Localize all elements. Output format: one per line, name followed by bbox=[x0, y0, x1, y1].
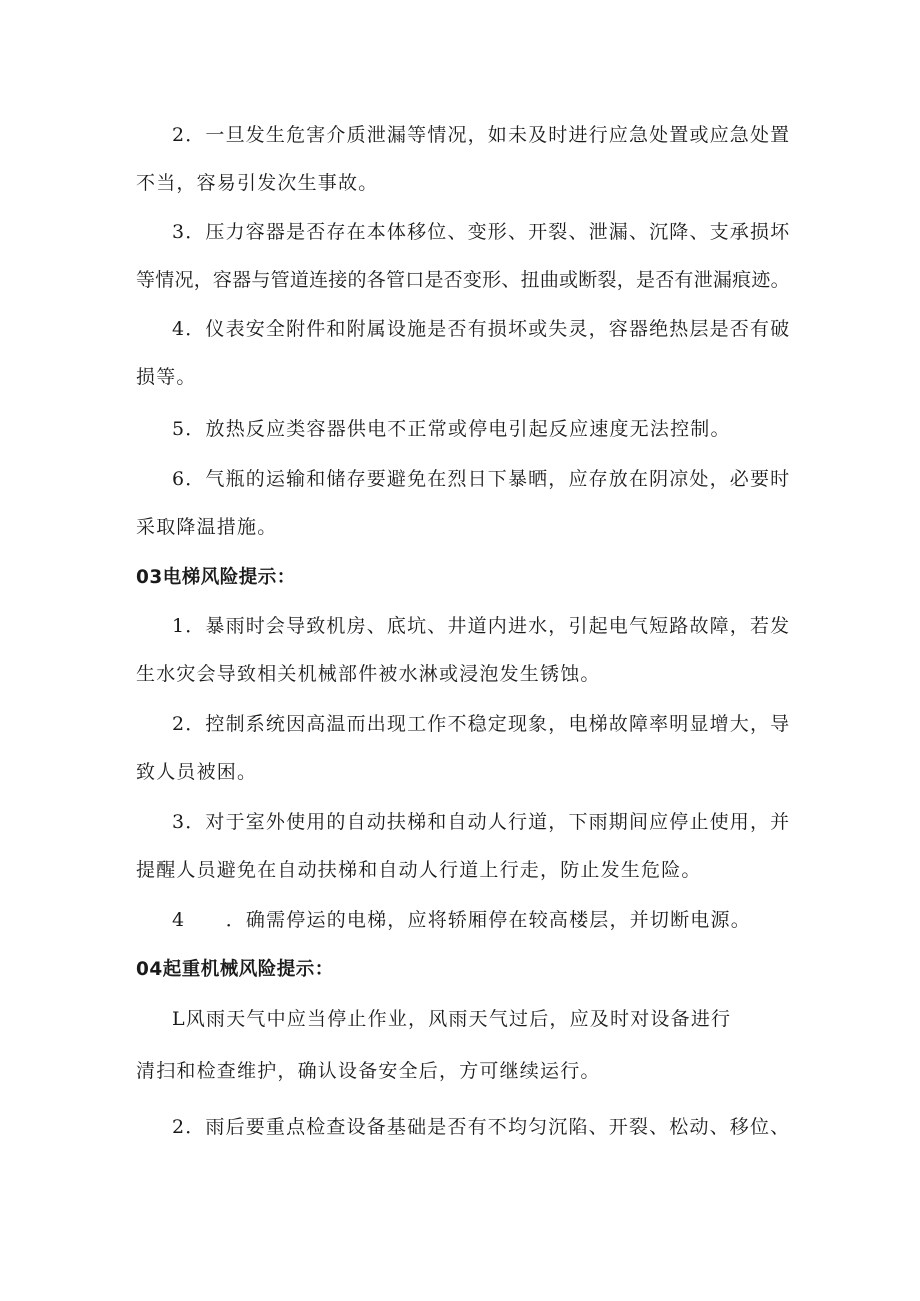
paragraph-line: 损等。 bbox=[136, 366, 197, 388]
paragraph-line: 4．仪表安全附件和附属设施是否有损坏或失灵，容器绝热层是否有破 bbox=[172, 318, 791, 340]
paragraph-line: 3．压力容器是否存在本体移位、变形、开裂、泄漏、沉降、支承损坏 bbox=[172, 221, 791, 243]
paragraph-line: 提醒人员避免在自动扶梯和自动人行道上行走，防止发生危险。 bbox=[136, 859, 702, 881]
paragraph-line: L风雨天气中应当停止作业，风雨天气过后，应及时对设备进行 bbox=[172, 1008, 732, 1030]
paragraph-line: 2．控制系统因高温而出现工作不稳定现象，电梯故障率明显增大，导 bbox=[172, 713, 791, 735]
paragraph-line: 5．放热反应类容器供电不正常或停电引起反应速度无法控制。 bbox=[172, 418, 731, 440]
paragraph-line: 2．雨后要重点检查设备基础是否有不均匀沉陷、开裂、松动、移位、 bbox=[172, 1116, 791, 1138]
paragraph-line: 4 ．确需停运的电梯，应将轿厢停在较高楼层，并切断电源。 bbox=[172, 909, 751, 931]
paragraph-line: 采取降温措施。 bbox=[136, 516, 278, 538]
paragraph-line: 2．一旦发生危害介质泄漏等情况，如未及时进行应急处置或应急处置 bbox=[172, 124, 791, 146]
paragraph-line: 生水灾会导致相关机械部件被水淋或浸泡发生锈蚀。 bbox=[136, 663, 601, 685]
paragraph-line: 致人员被困。 bbox=[136, 761, 258, 783]
paragraph-line: 清扫和检查维护，确认设备安全后，方可继续运行。 bbox=[136, 1060, 601, 1082]
paragraph-line: 6．气瓶的运输和储存要避免在烈日下暴晒，应存放在阴凉处，必要时 bbox=[172, 468, 791, 490]
paragraph-line: 3．对于室外使用的自动扶梯和自动人行道，下雨期间应停止使用，并 bbox=[172, 811, 791, 833]
paragraph-line: 等情况，容器与管道连接的各管口是否变形、扭曲或断裂，是否有泄漏痕迹。 bbox=[136, 269, 790, 291]
paragraph-line: 1．暴雨时会导致机房、底坑、井道内进水，引起电气短路故障，若发 bbox=[172, 615, 791, 637]
section-heading-elevator: 03电梯风险提示： bbox=[136, 567, 296, 588]
paragraph-line: 不当，容易引发次生事故。 bbox=[136, 172, 379, 194]
section-heading-crane: 04起重机械风险提示： bbox=[136, 959, 334, 980]
